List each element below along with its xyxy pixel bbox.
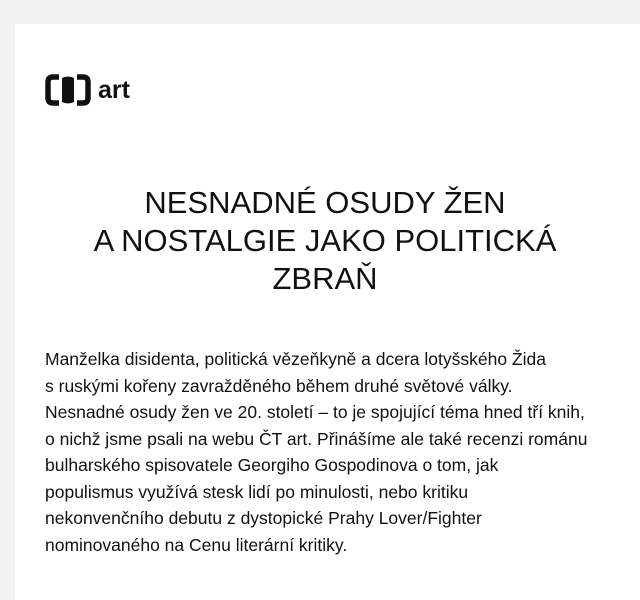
intro-line: nominovaného na Cenu literární kritiky. bbox=[45, 534, 348, 555]
headline-line: ZBRAŇ bbox=[272, 261, 378, 296]
intro-line: o nichž jsme psali na webu ČT art. Přinášíme ale také recenzi románu bbox=[45, 428, 588, 449]
newsletter-card bbox=[15, 24, 640, 600]
ct-art-logo[interactable] bbox=[45, 74, 130, 106]
headline-line: NESNADNÉ OSUDY ŽEN bbox=[144, 185, 506, 220]
headline-line: A NOSTALGIE JAKO POLITICKÁ bbox=[93, 223, 557, 258]
intro-line: nekonvenčního debutu z dystopické Prahy Lover/Fighter bbox=[45, 508, 482, 528]
intro-paragraph bbox=[45, 346, 635, 558]
intro-line: Manželka disidenta, politická vězeňkyně a dcera lotyšského Žida bbox=[45, 349, 546, 369]
brand-name: art bbox=[98, 76, 130, 104]
ct-logo-icon bbox=[45, 74, 91, 106]
intro-line: bulharského spisovatele Georgiho Gospodinova o tom, jak bbox=[45, 455, 499, 475]
intro-line: Nesnadné osudy žen ve 20. století – to je spojující téma hned tří knih, bbox=[45, 402, 585, 422]
headline bbox=[15, 184, 635, 298]
intro-line: populismus využívá stesk lidí po minulosti, nebo kritiku bbox=[45, 481, 469, 502]
intro-line: s ruskými kořeny zavražděného během druhé světové války. bbox=[45, 375, 513, 396]
